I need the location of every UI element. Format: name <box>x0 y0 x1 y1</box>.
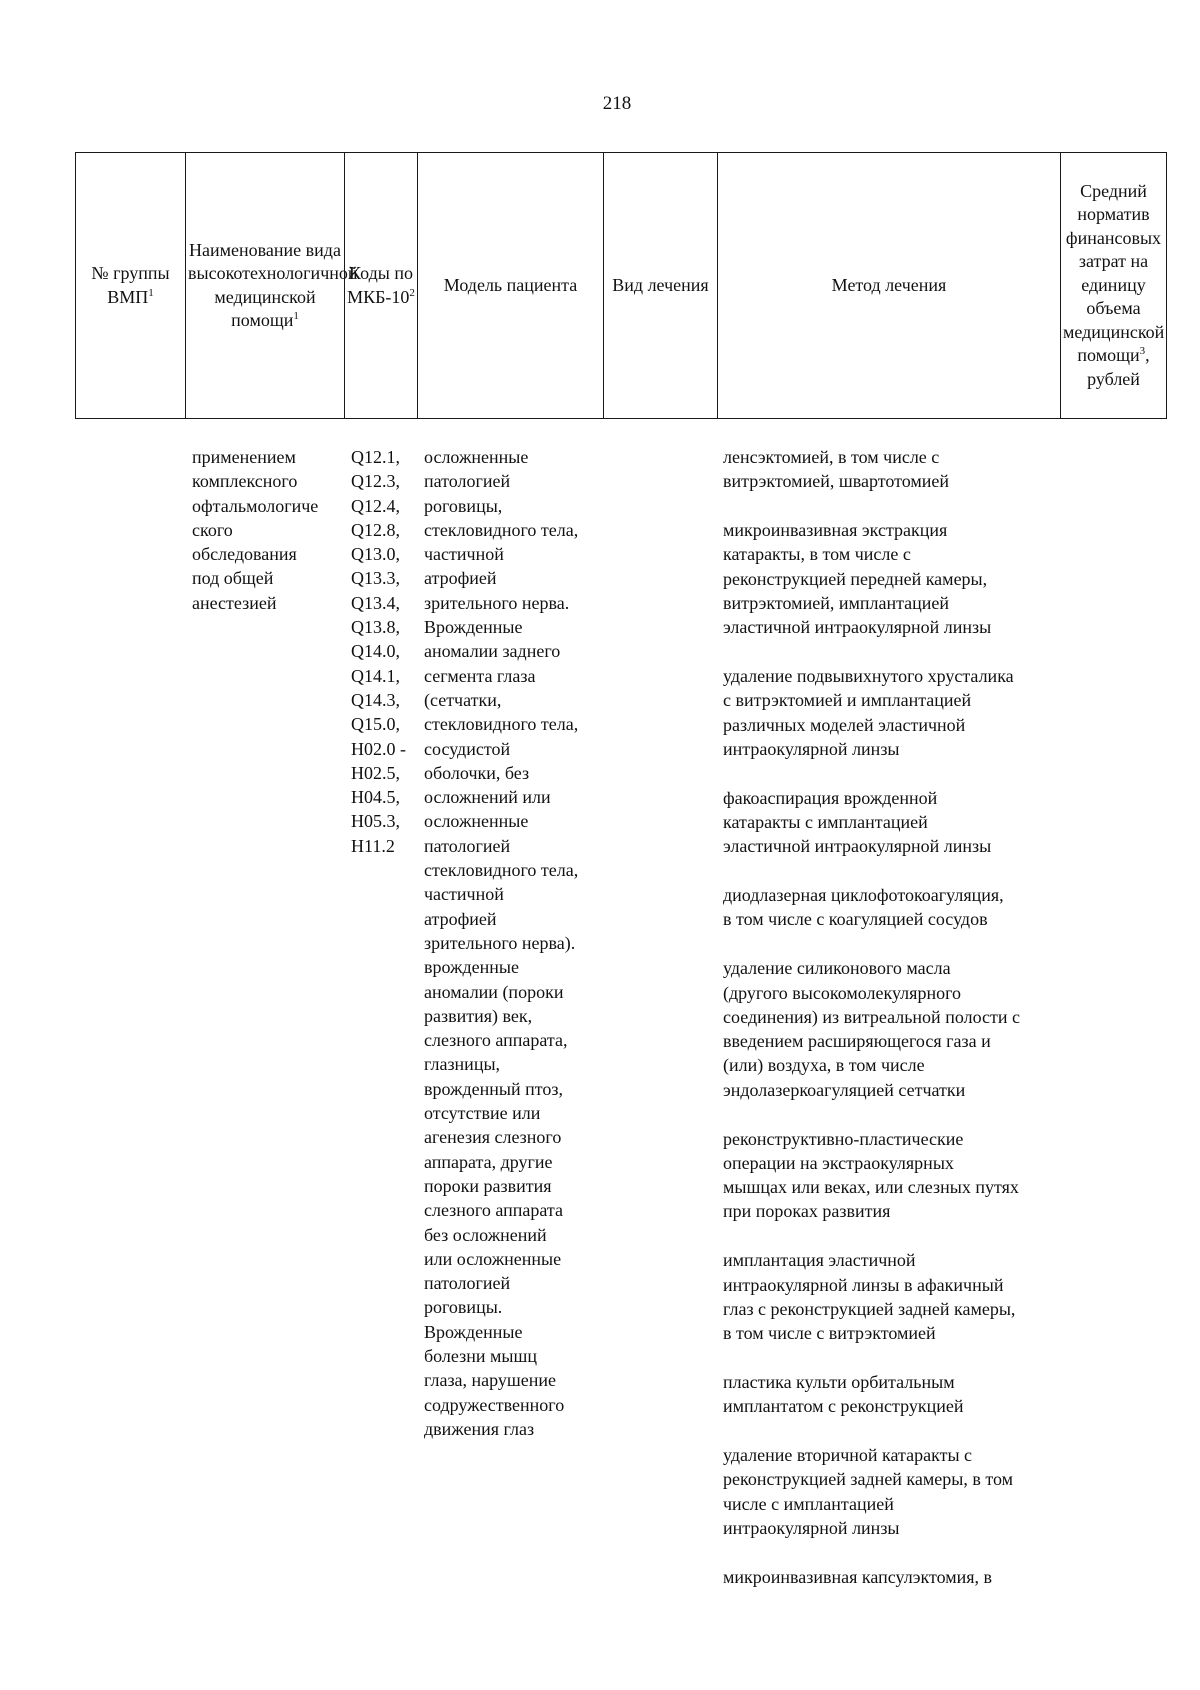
icd-code: Q14.0, <box>351 641 400 662</box>
patient-model-line: болезни мышц <box>424 1345 537 1366</box>
care-type-name-line: анестезией <box>192 592 277 613</box>
header-care-type-name <box>186 153 358 419</box>
header-icd-codes-text: Коды по МКБ-10 <box>347 263 413 307</box>
treatment-method-line: (или) воздуха, в том числе <box>723 1055 925 1076</box>
patient-model-line: патологией <box>424 835 511 856</box>
patient-model-line: пороки развития <box>424 1175 552 1196</box>
icd-code: Q14.1, <box>351 665 400 686</box>
treatment-method-line: (другого высокомолекулярного <box>723 982 962 1003</box>
treatment-method-line: с витрэктомией и имплантацией <box>723 690 972 711</box>
icd-code: H02.0 - <box>351 738 406 759</box>
patient-model-line: или осложненные <box>424 1248 562 1269</box>
header-care-type-name-text: Наименование вида высокотехнологичной медицинской помощи <box>188 239 358 330</box>
patient-model-line: сосудистой <box>424 738 511 759</box>
treatment-method-line: факоаспирация врожденной <box>723 787 938 808</box>
treatment-method-line: удаление вторичной катаракты с <box>723 1445 973 1465</box>
treatment-method-line: различных моделей эластичной <box>723 714 966 735</box>
patient-model-line: атрофией <box>424 568 497 589</box>
patient-model-line: агенезия слезного <box>424 1127 562 1148</box>
patient-model-line: зрительного нерва). <box>424 932 576 953</box>
patient-model-line: атрофией <box>424 908 497 929</box>
treatment-method-item <box>723 1127 1020 1224</box>
patient-model-line: патологией <box>424 1273 511 1294</box>
treatment-method-line: соединения) из витреальной полости с <box>723 1006 1020 1027</box>
treatment-method-item <box>723 664 1020 761</box>
patient-model-line: стекловидного тела, <box>424 519 579 540</box>
treatment-method-line: удаление силиконового масла <box>723 958 951 979</box>
patient-model-line: содружественного <box>424 1394 565 1415</box>
icd-code: Q13.3, <box>351 568 400 589</box>
patient-model-line: глазницы, <box>424 1054 501 1075</box>
header-cost-standard-unit: , рублей <box>1087 345 1150 389</box>
patient-model-line: патологией <box>424 471 511 492</box>
header-group-no <box>76 153 186 419</box>
patient-model-line: без осложнений <box>424 1224 547 1245</box>
treatment-method-line: имплантация эластичной <box>723 1250 916 1271</box>
treatment-method-item <box>723 1370 1020 1419</box>
footnote-marker: 1 <box>293 310 299 322</box>
treatment-method-item <box>723 786 1020 859</box>
icd-code: Q12.4, <box>351 495 400 516</box>
care-type-name-line: обследования <box>192 544 297 565</box>
care-type-name-line: офтальмологиче <box>192 495 319 516</box>
patient-model-line: движения глаз <box>424 1418 535 1439</box>
treatment-method-item <box>723 445 1020 494</box>
care-type-name-line: комплексного <box>192 471 298 492</box>
treatment-method-line: эндолазеркоагуляцией сетчатки <box>723 1079 966 1100</box>
footnote-marker: 1 <box>148 286 154 299</box>
patient-model-line: осложнений или <box>424 787 551 808</box>
treatment-method-line: микроинвазивная капсулэктомия, в <box>723 1566 993 1587</box>
treatment-method-line: глаз с реконструкцией задней камеры, <box>723 1298 1016 1319</box>
care-type-name-line: под общей <box>192 568 274 589</box>
treatment-method-line: реконструкцией задней камеры, в том <box>723 1469 1014 1490</box>
patient-model-line: развития) век, <box>424 1005 533 1026</box>
footnote-marker: 3 <box>1139 345 1146 358</box>
treatment-method-line: интраокулярной линзы <box>723 1517 900 1538</box>
treatment-method-item <box>723 1248 1020 1345</box>
care-type-name-column <box>192 445 318 615</box>
patient-model-column <box>424 445 578 1441</box>
treatment-method-item <box>723 956 1020 1102</box>
icd-code: Q13.0, <box>351 544 400 565</box>
patient-model-line: сегмента глаза <box>424 665 536 686</box>
care-type-name-line: ского <box>192 519 233 540</box>
table-header <box>75 152 1167 419</box>
patient-model-line: аномалии заднего <box>424 641 561 662</box>
treatment-method-column <box>723 445 1020 1613</box>
treatment-method-line: введением расширяющегося газа и <box>723 1031 991 1052</box>
patient-model-line: стекловидного тела, <box>424 714 579 735</box>
patient-model-line: (сетчатки, <box>424 689 502 710</box>
patient-model-line: врожденный птоз, <box>424 1078 563 1099</box>
icd-code: H02.5, <box>351 762 400 783</box>
icd-code: Q14.3, <box>351 689 400 710</box>
patient-model-line: глаза, нарушение <box>424 1370 557 1391</box>
patient-model-line: осложненные <box>424 811 529 832</box>
care-type-name-line: применением <box>192 447 296 467</box>
header-cost-standard <box>1061 153 1167 419</box>
header-icd-codes <box>345 153 418 419</box>
page-number: 218 <box>602 93 632 114</box>
icd-code: Q12.3, <box>351 471 400 492</box>
header-group-no-text: № группы ВМП <box>91 263 170 307</box>
treatment-method-line: катаракты, в том числе с <box>723 544 911 565</box>
treatment-method-line: пластика культи орбитальным <box>723 1371 955 1392</box>
treatment-method-line: в том числе с коагуляцией сосудов <box>723 909 988 930</box>
patient-model-line: частичной <box>424 884 504 905</box>
header-treatment-method: Метод лечения <box>718 153 1061 419</box>
treatment-method-line: катаракты с имплантацией <box>723 812 928 833</box>
treatment-method-line: эластичной интраокулярной линзы <box>723 836 992 857</box>
treatment-method-line: витрэктомией, имплантацией <box>723 592 950 613</box>
icd-code: Q12.1, <box>351 447 400 467</box>
patient-model-line: частичной <box>424 544 504 565</box>
header-patient-model: Модель пациента <box>418 153 604 419</box>
patient-model-line: Врожденные <box>424 617 523 638</box>
treatment-method-item <box>723 883 1020 932</box>
patient-model-line: роговицы, <box>424 495 503 516</box>
patient-model-line: слезного аппарата, <box>424 1030 568 1051</box>
treatment-method-line: операции на экстраокулярных <box>723 1152 954 1173</box>
icd-code: Q13.4, <box>351 592 400 613</box>
patient-model-line: Врожденные <box>424 1321 523 1342</box>
treatment-method-line: при пороках развития <box>723 1201 891 1222</box>
icd-code: H11.2 <box>351 835 395 856</box>
treatment-method-line: микроинвазивная экстракция <box>723 520 948 541</box>
patient-model-line: аномалии (пороки <box>424 981 564 1002</box>
treatment-method-line: мышцах или веках, или слезных путях <box>723 1177 1019 1198</box>
patient-model-line: аппарата, другие <box>424 1151 553 1172</box>
patient-model-line: оболочки, без <box>424 762 530 783</box>
icd-code: H04.5, <box>351 787 400 808</box>
patient-model-line: отсутствие или <box>424 1103 541 1124</box>
icd-code: Q13.8, <box>351 617 400 638</box>
patient-model-line: стекловидного тела, <box>424 860 579 881</box>
icd-codes-column <box>351 445 406 858</box>
treatment-method-item <box>723 1565 1020 1589</box>
treatment-method-item <box>723 1443 1020 1540</box>
treatment-method-line: витрэктомией, швартотомией <box>723 471 950 492</box>
treatment-method-line: интраокулярной линзы в афакичный <box>723 1274 1004 1295</box>
treatment-method-line: диодлазерная циклофотокоагуляция, <box>723 885 1004 906</box>
treatment-method-line: реконструкцией передней камеры, <box>723 568 988 589</box>
patient-model-line: зрительного нерва. <box>424 592 570 613</box>
treatment-method-line: удаление подвывихнутого хрусталика <box>723 666 1014 687</box>
header-treatment-type: Вид лечения <box>604 153 718 419</box>
patient-model-line: слезного аппарата <box>424 1200 563 1221</box>
footnote-marker: 2 <box>409 286 415 299</box>
icd-code: H05.3, <box>351 811 400 832</box>
treatment-method-line: числе с имплантацией <box>723 1493 894 1514</box>
treatment-method-line: реконструктивно-пластические <box>723 1128 964 1149</box>
icd-code: Q12.8, <box>351 519 400 540</box>
icd-code: Q15.0, <box>351 714 400 735</box>
treatment-method-item <box>723 518 1020 639</box>
header-cost-standard-text: Средний норматив финансовых затрат на единицу объема медицинской помощи <box>1063 180 1165 366</box>
patient-model-line: врожденные <box>424 957 519 978</box>
patient-model-line: осложненные <box>424 447 529 467</box>
treatment-method-line: имплантатом с реконструкцией <box>723 1396 964 1417</box>
treatment-method-line: интраокулярной линзы <box>723 738 900 759</box>
patient-model-line: роговицы. <box>424 1297 503 1318</box>
treatment-method-line: ленсэктомией, в том числе с <box>723 447 940 467</box>
treatment-method-line: в том числе с витрэктомией <box>723 1323 936 1344</box>
treatment-method-line: эластичной интраокулярной линзы <box>723 617 992 638</box>
